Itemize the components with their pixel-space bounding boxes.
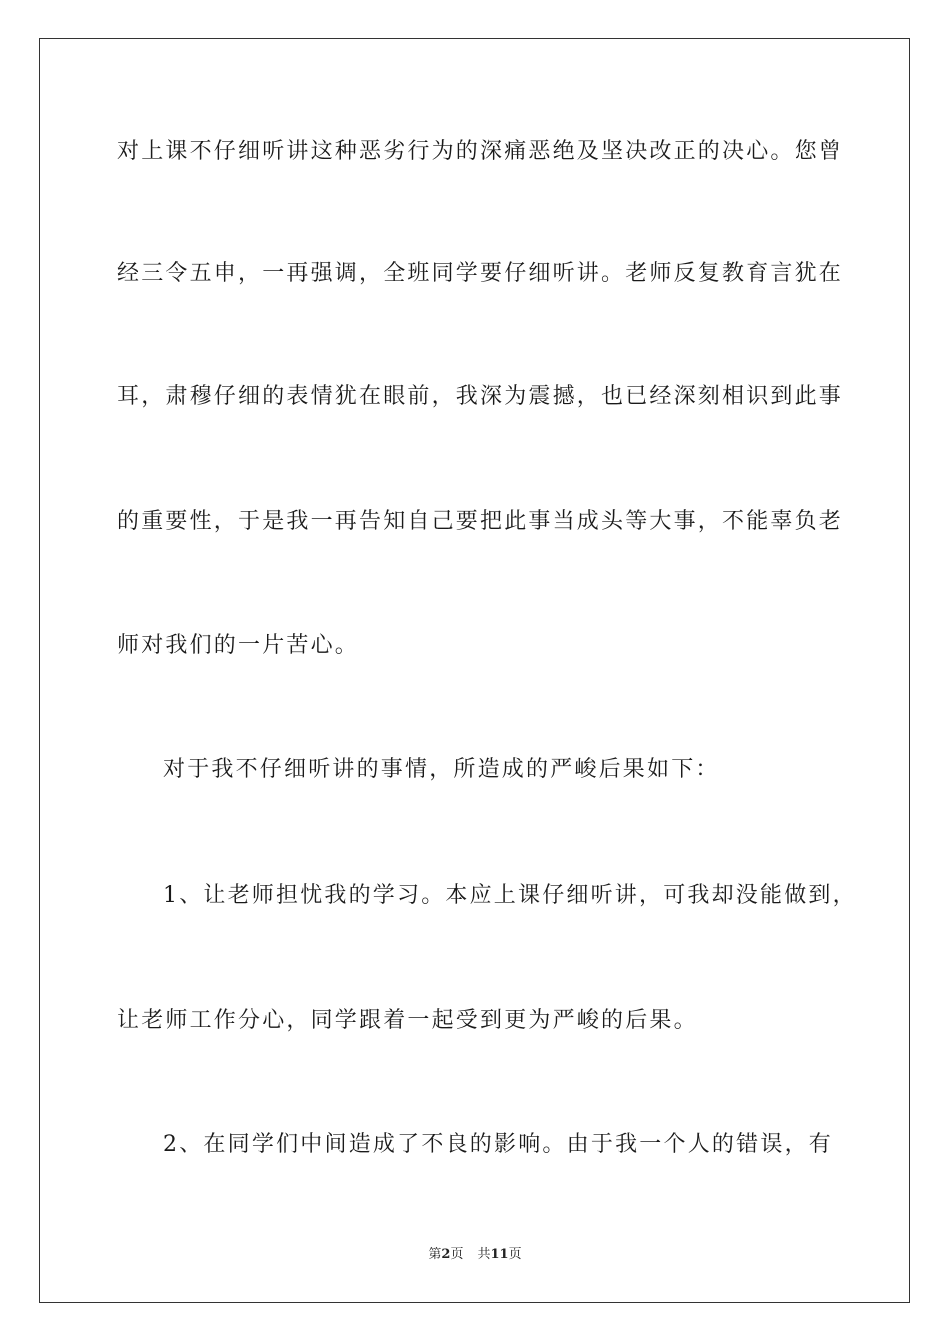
footer-total-prefix: 共 [477,1247,491,1262]
footer-page-number: 2 [441,1247,451,1262]
body-line-4: 的重要性，于是我一再告知自己要把此事当成头等大事，不能辜负老 [117,509,844,534]
footer-page-suffix: 页 [450,1247,464,1262]
list-item-2-line-1: 2、在同学们中间造成了不良的影响。由于我一个人的错误，有 [163,1132,833,1157]
body-line-5: 师对我们的一片苦心。 [117,633,360,658]
paragraph-intro-consequences: 对于我不仔细听讲的事情，所造成的严峻后果如下： [163,757,720,782]
body-line-3: 耳，肃穆仔细的表情犹在眼前，我深为震撼，也已经深刻相识到此事 [117,384,844,409]
footer-page-prefix: 第 [428,1247,442,1262]
page-border [39,38,910,1303]
list-item-1-line-2: 让老师工作分心，同学跟着一起受到更为严峻的后果。 [117,1008,698,1033]
list-item-1-line-1: 1、让老师担忧我的学习。本应上课仔细听讲，可我却没能做到， [163,883,857,908]
page-footer [0,1245,950,1265]
body-line-1: 对上课不仔细听讲这种恶劣行为的深痛恶绝及坚决改正的决心。您曾 [117,139,844,164]
footer-total-pages: 11 [490,1247,509,1262]
footer-total-suffix: 页 [508,1247,522,1262]
body-line-2: 经三令五申，一再强调，全班同学要仔细听讲。老师反复教育言犹在 [117,261,844,286]
